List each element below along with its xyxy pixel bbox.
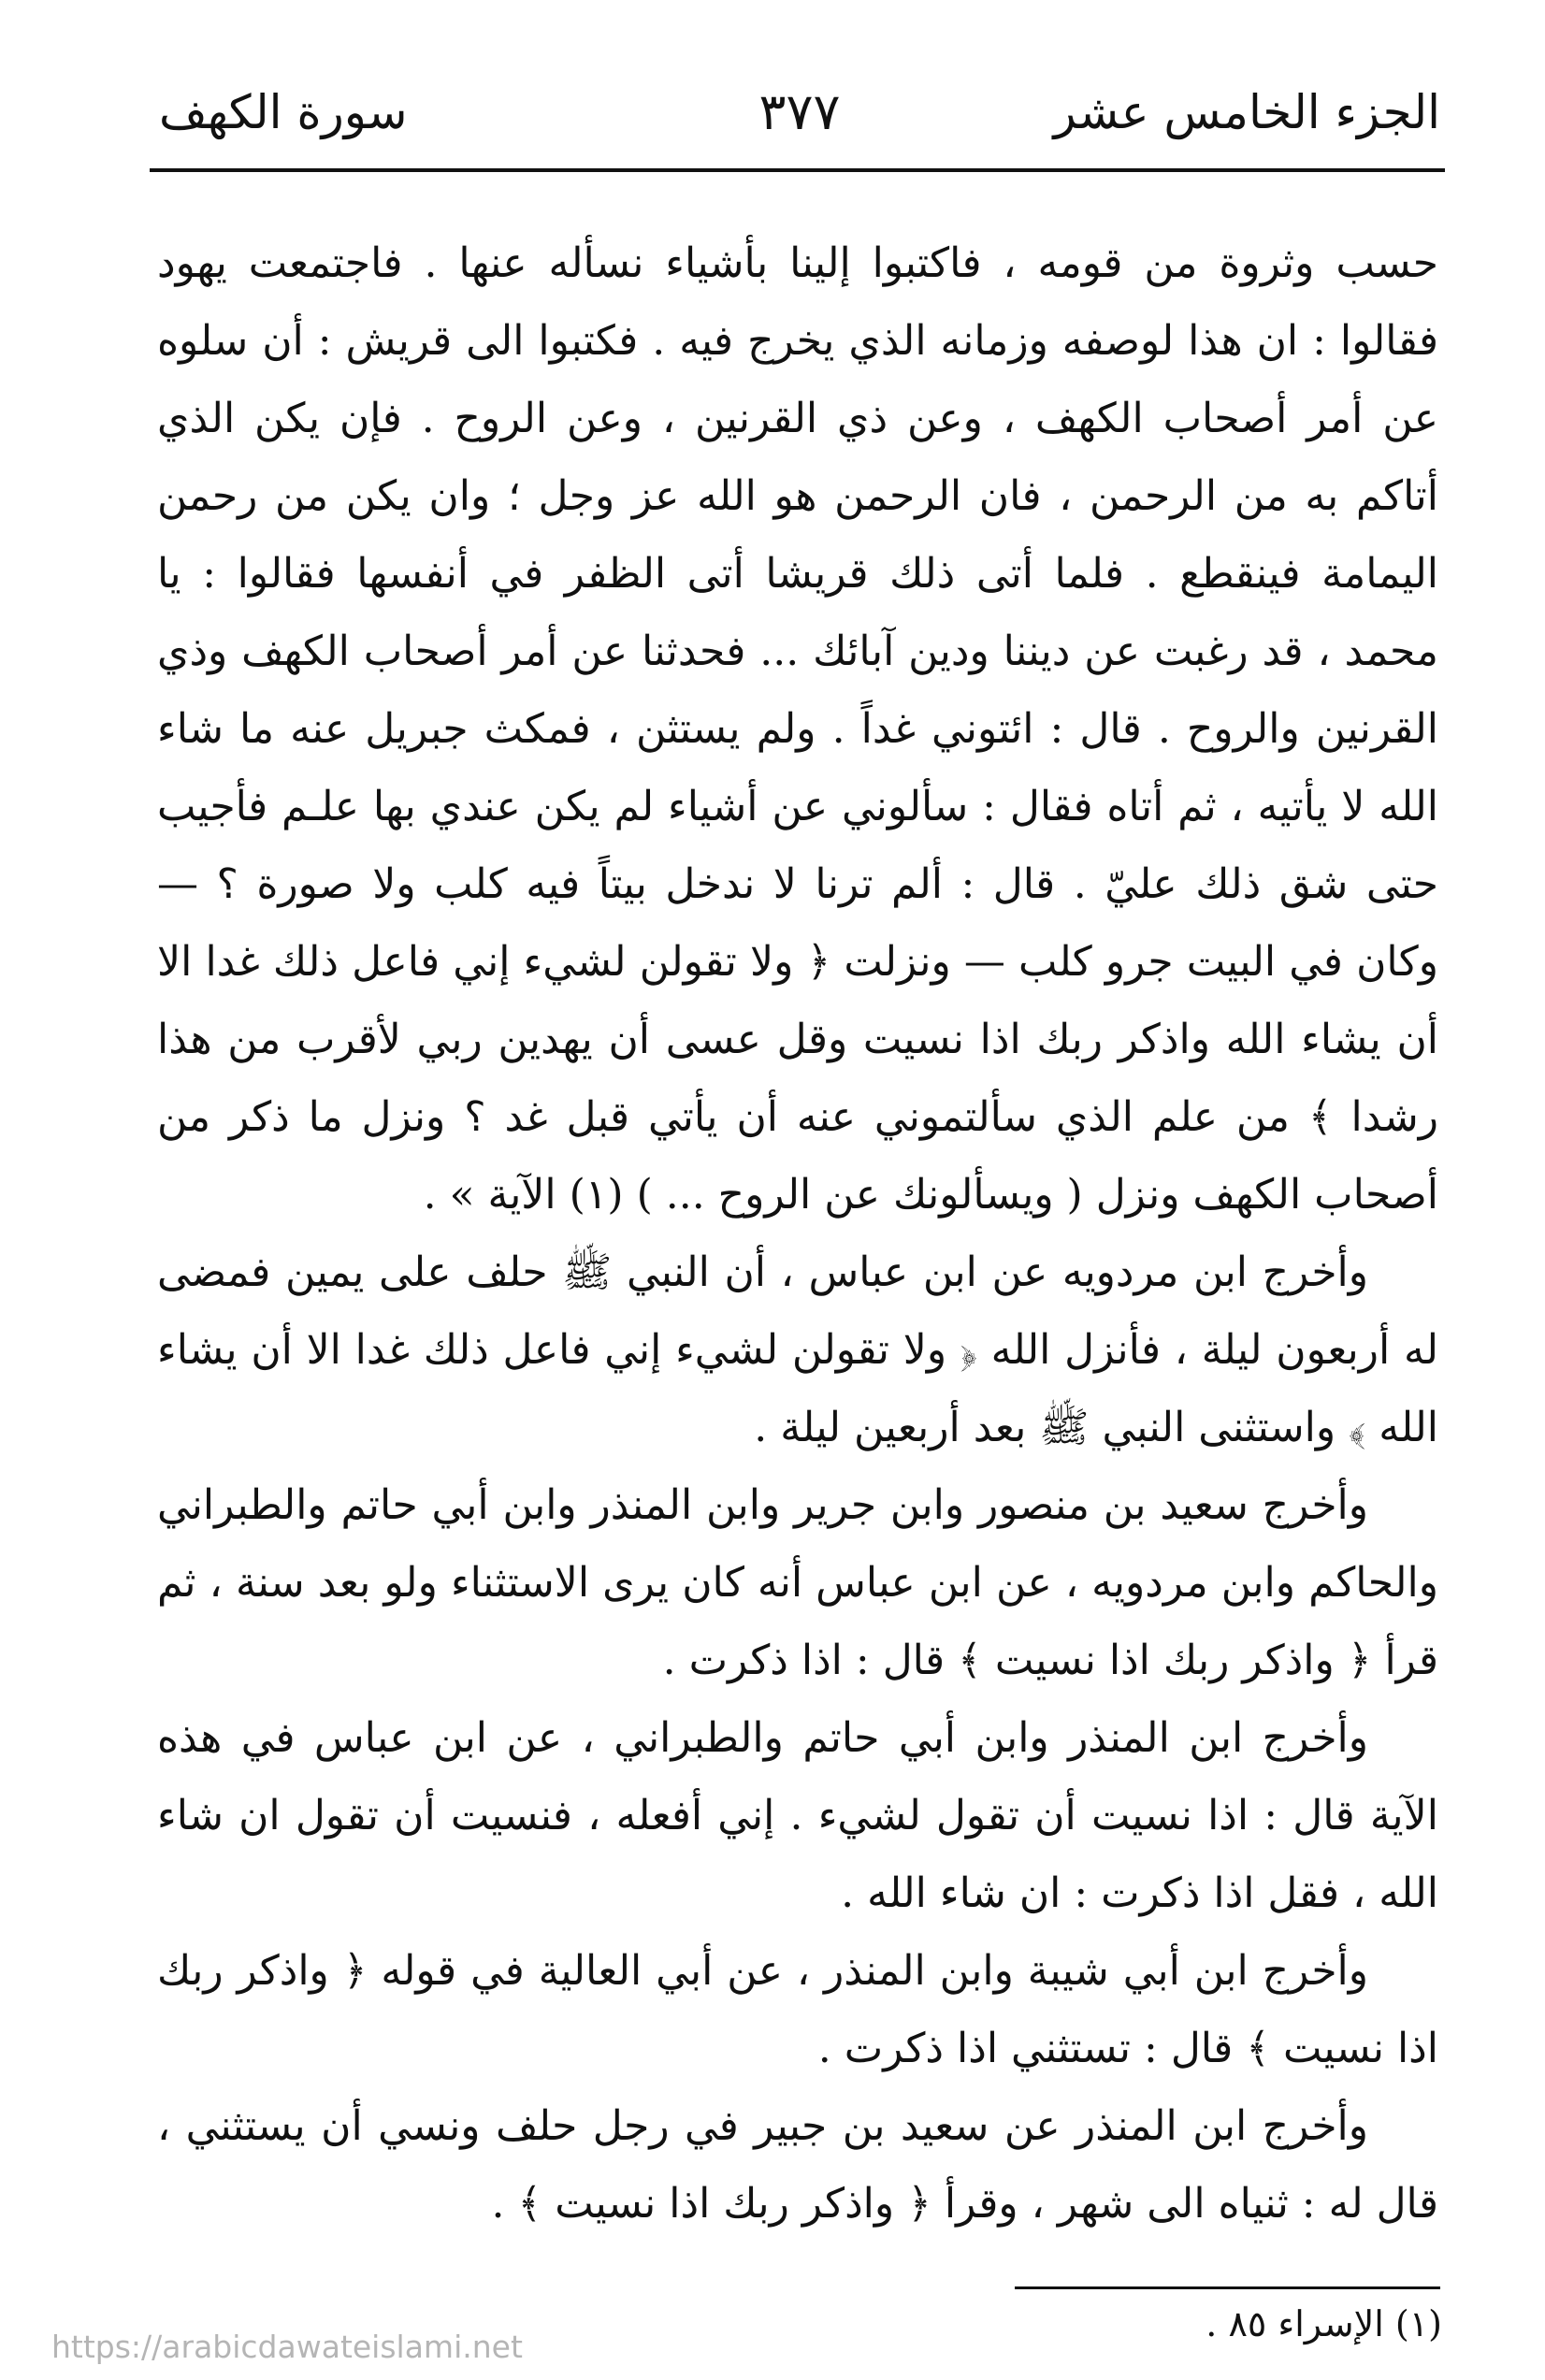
page-header: [159, 75, 1440, 159]
main-text: [157, 224, 1438, 2243]
paragraph: وأخرج سعيد بن منصور وابن جرير وابن المنذر وابن أبي حاتم والطبراني والحاكم وابن مردويه ، عن ابن عباس أنه كان يرى الاستثناء ولو بعد سنة ، ثم قرأ ﴿ واذكر ربك اذا نسيت ﴾ قال : اذا ذكرت .: [157, 1481, 1438, 1684]
paragraph: وأخرج ابن المنذر وابن أبي حاتم والطبراني ، عن ابن عباس في هذه الآية قال : اذا نسيت أن تقول لشيء . إني أفعله ، فنسيت أن تقول ان شاء الله ، فقل اذا ذكرت : ان شاء الله .: [157, 1714, 1438, 1917]
footnote: (١) الإسراء ٨٥ .: [1206, 2303, 1442, 2344]
header-rule: [150, 168, 1445, 172]
paragraph: حسب وثروة من قومه ، فاكتبوا إلينا بأشياء نسأله عنها . فاجتمعت يهود فقالوا : ان هذا لوصفه وزمانه الذي يخرج فيه . فكتبوا الى قريش : أن سلوه عن أمر أصحاب الكهف ، وعن ذي القرنين ، وعن الروح . فإن يكن الذي أتاكم به من الرحمن ، فان الرحمن هو الله عز وجل ؛ وان يكن من رحمن اليمامة فينقطع . فلما أتى ذلك قريشا أتى الظفر في أنفسها فقالوا : يا محمد ، قد رغبت عن ديننا ودين آبائك ... فحدثنا عن أمر أصحاب الكهف وذي القرنين والروح . قال : ائتوني غداً . ولم يستثن ، فمكث جبريل عنه ما شاء الله لا يأتيه ، ثم أتاه فقال : سألوني عن أشياء لم يكن عندي بها علـم فأجيب حتى شق ذلك عليّ . قال : ألم ترنا لا ندخل بيتاً فيه كلب ولا صورة ؟ — وكان في البيت جرو كلب — ونزلت ﴿ ولا تقولن لشيء إني فاعل ذلك غدا الا أن يشاء الله واذكر ربك اذا نسيت وقل عسى أن يهدين ربي لأقرب من هذا رشدا ﴾ من علم الذي سألتموني عنه أن يأتي قبل غد ؟ ونزل ما ذكر من أصحاب الكهف ونزل ( ويسألونك عن الروح ... ) (١) الآية » .: [157, 239, 1438, 1219]
running-head-surah: سورة الكهف: [159, 85, 408, 139]
page-number: ٣٧٧: [758, 82, 841, 141]
paragraph: وأخرج ابن المنذر عن سعيد بن جبير في رجل حلف ونسي أن يستثني ، قال له : ثنياه الى شهر ، وقرأ ﴿ واذكر ربك اذا نسيت ﴾ .: [157, 2102, 1438, 2228]
watermark-url: https://arabicdawateislami.net: [51, 2329, 523, 2365]
paragraph: وأخرج ابن مردويه عن ابن عباس ، أن النبي ﷺ حلف على يمين فمضى له أربعون ليلة ، فأنزل الله ﴿ ولا تقولن لشيء إني فاعل ذلك غدا الا أن يشاء الله ﴾ واستثنى النبي ﷺ بعد أربعين ليلة .: [157, 1248, 1438, 1451]
paragraph: وأخرج ابن أبي شيبة وابن المنذر ، عن أبي العالية في قوله ﴿ واذكر ربك اذا نسيت ﴾ قال : تستثني اذا ذكرت .: [157, 1947, 1438, 2072]
running-head-part: الجزء الخامس عشر: [1053, 85, 1440, 139]
footnote-rule: [1015, 2286, 1440, 2289]
